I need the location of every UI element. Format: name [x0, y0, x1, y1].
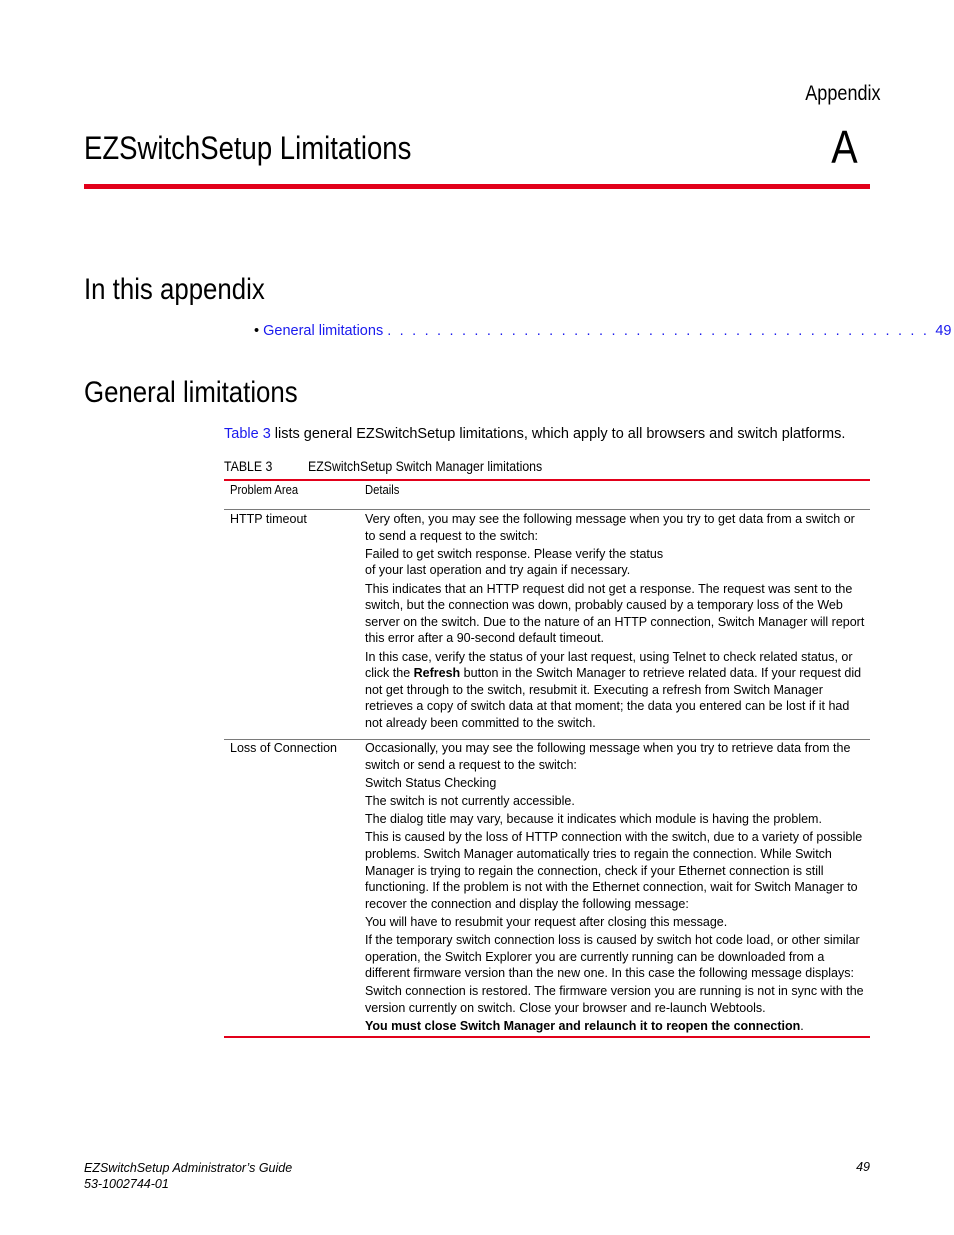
- chapter-title: EZSwitchSetup Limitations: [84, 130, 412, 166]
- general-limitations-heading: General limitations: [84, 376, 298, 409]
- toc-page-number[interactable]: 49: [935, 323, 952, 339]
- footer-doc-number: 53-1002744-01: [84, 1177, 169, 1191]
- column-header-details: Details: [365, 483, 400, 497]
- footer-doc-info: [84, 1160, 292, 1192]
- table-row-details: Very often, you may see the following message when you try to get data from a switch or to send a request to the switch: Failed to get switch response. Please verify the status of your last operation and try again if necessary. This indicates that an HTTP request did not get a response. The request was sent to the switch, but the connection was down, probably caused by a temporary loss of the Web server on the switch. Due to the nature of an HTTP connection, Switch Manager will report this error after a 90-second default timeout. In this case, verify the status of your last request, using Telnet to check related status, or click the Refresh button in the Switch Manager to retrieve related data. If your request did not get through to the switch, resubmit it. Executing a refresh from Switch Manager retrieves a copy of switch data at that moment; the data you entered can be lost if it had not already been committed to the switch.: [365, 512, 865, 730]
- table-3-link[interactable]: Table 3: [224, 426, 271, 442]
- header-bottom-rule: [224, 509, 870, 510]
- footer-page-number: 49: [856, 1160, 870, 1174]
- intro-paragraph: [224, 426, 845, 442]
- toc-entry-general-limitations[interactable]: [254, 323, 952, 339]
- title-rule: [84, 184, 870, 189]
- toc-bullet: •: [254, 323, 260, 339]
- footer-doc-title: EZSwitchSetup Administrator’s Guide: [84, 1161, 293, 1175]
- intro-text: lists general EZSwitchSetup limitations, which apply to all browsers and switch platforms.: [270, 426, 846, 442]
- close-manager-note: You must close Switch Manager and relaunch it to reopen the connection: [365, 1019, 801, 1034]
- column-header-problem-area: Problem Area: [230, 483, 299, 497]
- table-top-rule: [224, 479, 870, 481]
- table-row-area: Loss of Connection: [230, 741, 338, 755]
- table-row-details: Occasionally, you may see the following message when you try to retrieve data from the switch or send a request to the switch: Switch Status Checking The switch is not currently accessible. The dialog title may vary, because it indicates which module is having the problem. This is caused by the loss of HTTP connection with the switch, due to a variety of possible problems. Switch Manager automatically tries to regain the connection. While Switch Manager is trying to regain the connection, check if your Ethernet connection is still functioning. If the problem is not with the Ethernet connection, wait for Switch Manager to recover the connection and display the following message: You will have to resubmit your request after closing this message. If the temporary switch connection loss is caused by switch hot code load, or other similar operation, the Switch Explorer you are currently running can be downloaded from a different firmware version than the new one. In this case the following message displays: Switch connection is restored. The firmware version you are running is not in sync with the version currently on switch. Close your browser and re-launch Webtools. You must close Switch Manager and relaunch it to reopen the connection.: [365, 741, 864, 1034]
- in-this-appendix-heading: In this appendix: [84, 273, 265, 306]
- appendix-letter: A: [831, 121, 858, 173]
- toc-link-general-limitations[interactable]: General limitations: [263, 323, 384, 339]
- table-row-area: HTTP timeout: [230, 512, 307, 526]
- table-title: EZSwitchSetup Switch Manager limitations: [308, 458, 543, 474]
- table-label: TABLE 3: [224, 458, 273, 474]
- refresh-keyword: Refresh: [413, 666, 461, 681]
- appendix-label: Appendix: [805, 82, 881, 105]
- toc-leader-dots: . . . . . . . . . . . . . . . . . . . . . . . . . . . . . . . . . . . . . . . . . . . .: [387, 323, 936, 339]
